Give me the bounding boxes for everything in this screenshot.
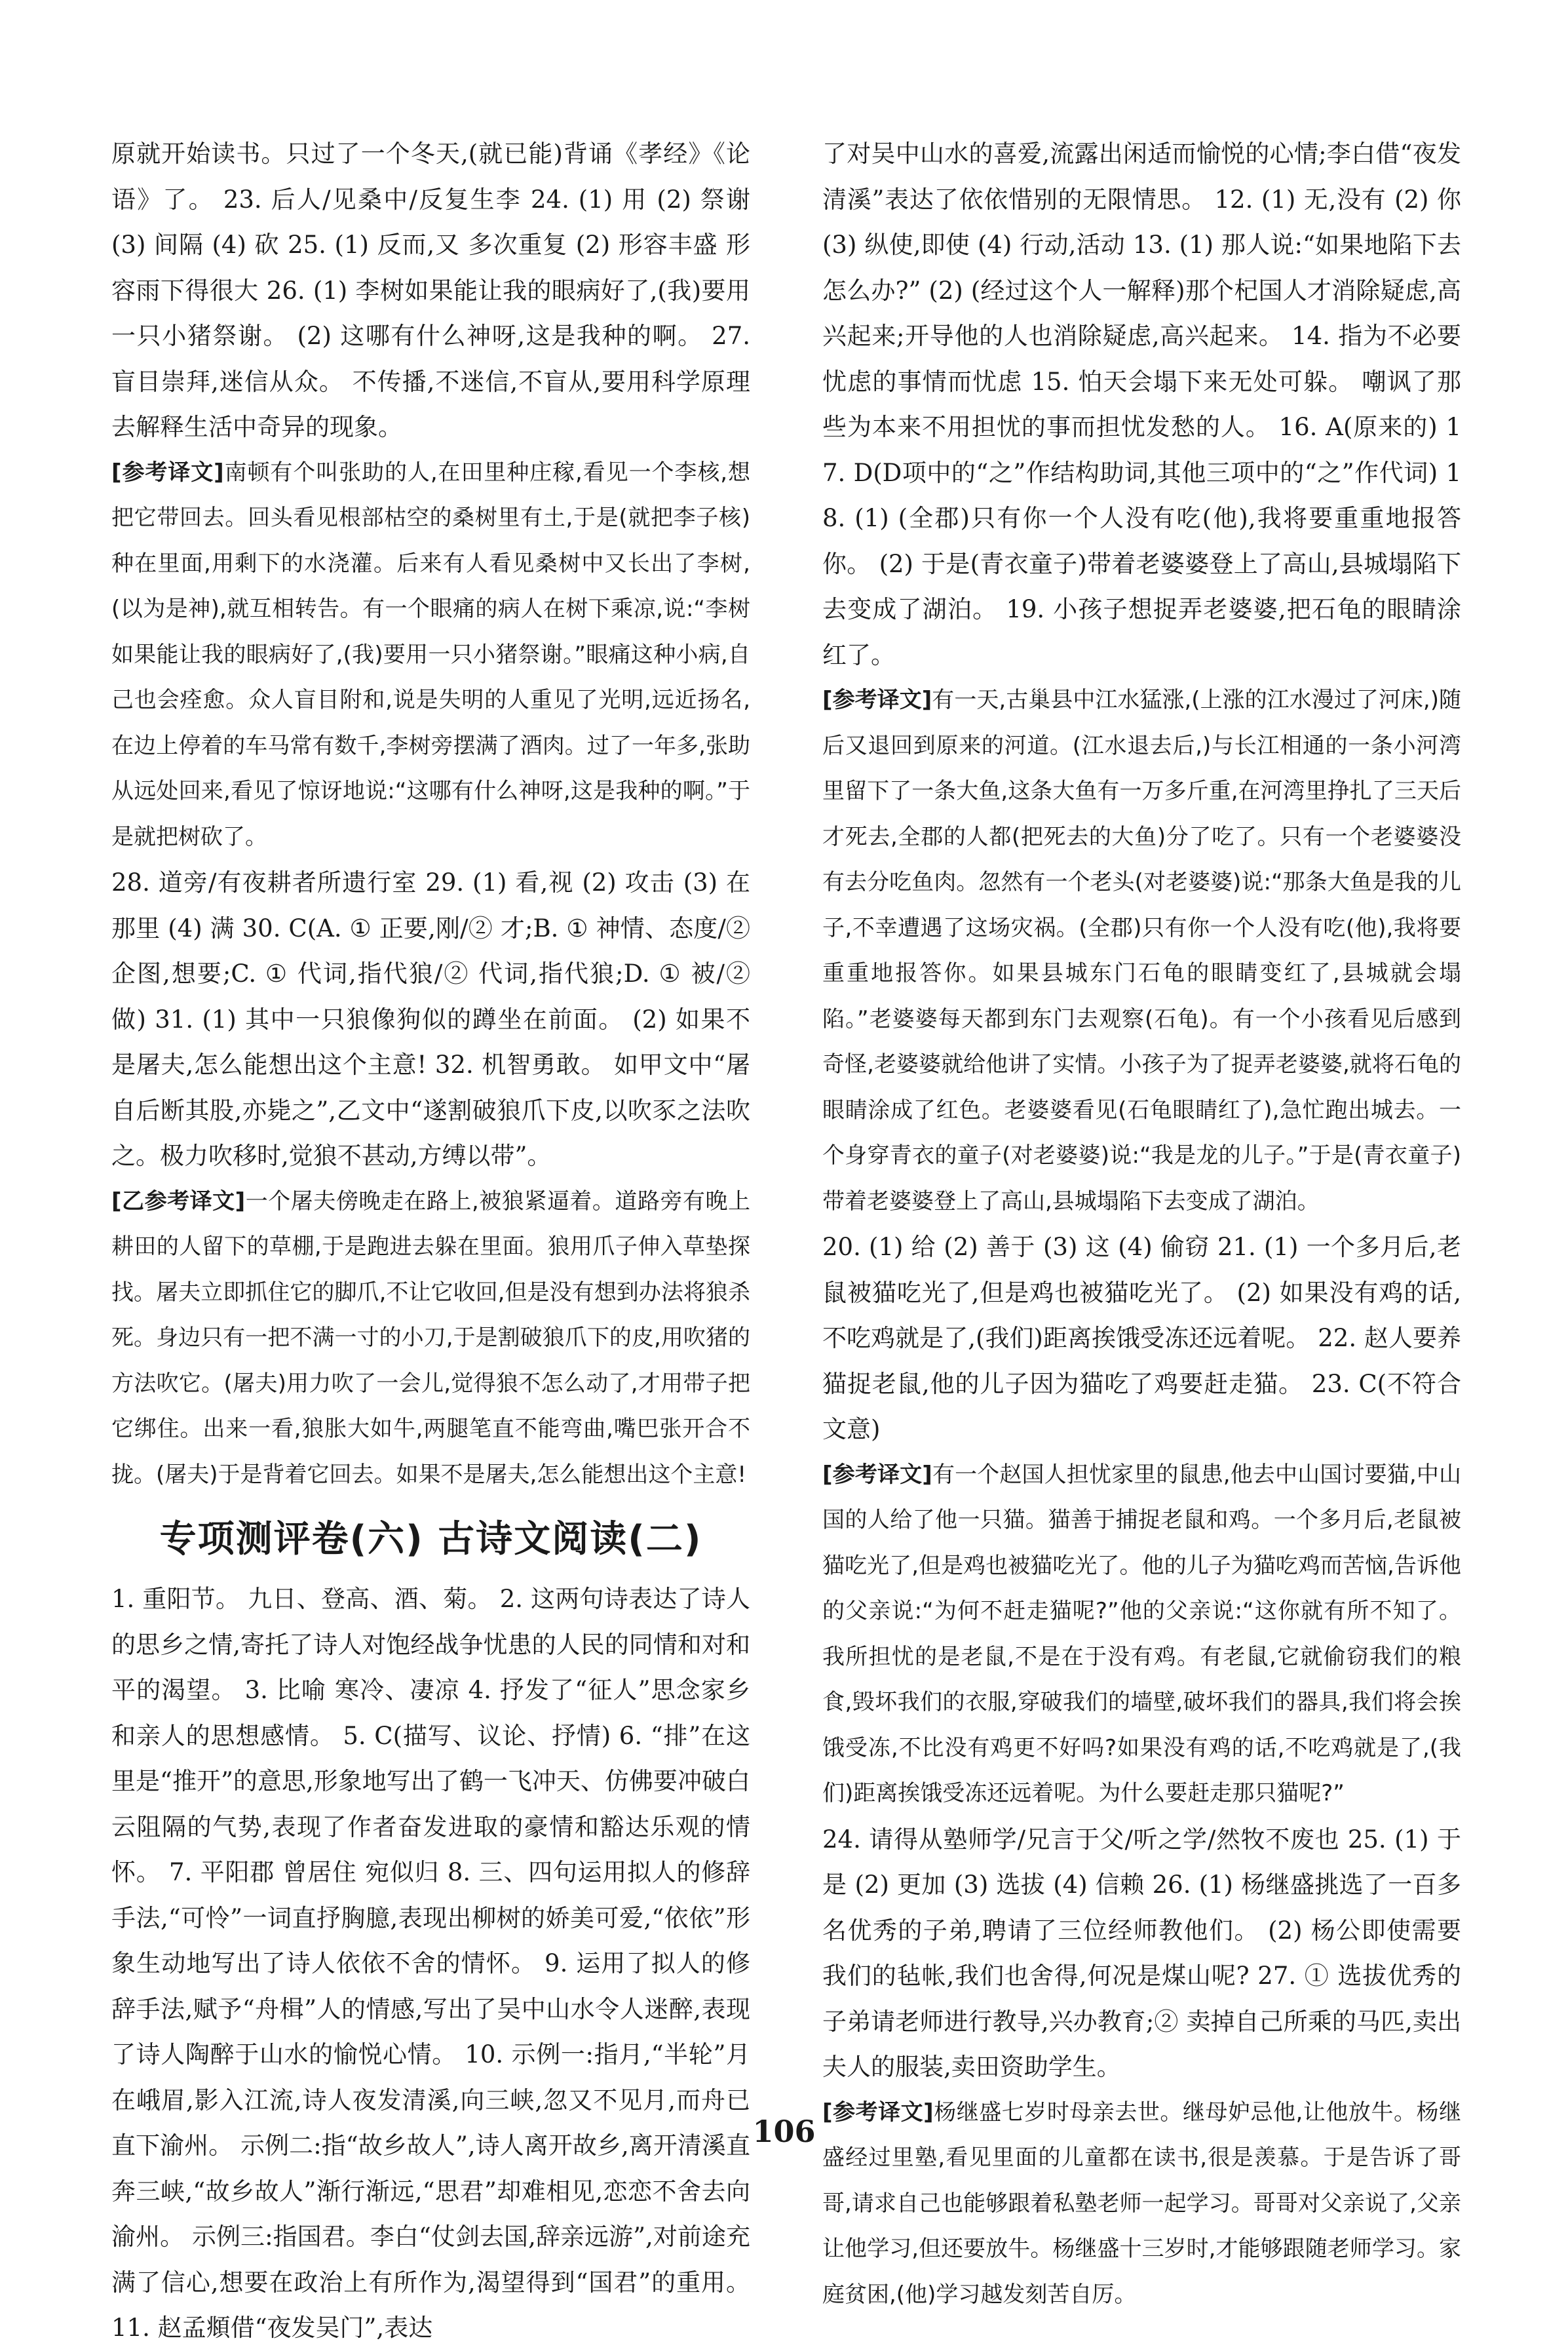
right-column: [822, 131, 1461, 2318]
section-title: 专项测评卷(六) 古诗文阅读(二): [159, 1518, 702, 1561]
answer-block: 28. 道旁/有夜耕者所遗行室 29. (1) 看,视 (2) 攻击 (3) 在那里 (4) 满 30. C(A. ① 正要,刚/② 才;B. ① 神情、态度/② 企图,想要;C. ① 代词,指代狼/② 代词,指代狼;D. ① 被/② 做) 31. (1) 其中一只狼像狗似的蹲坐在前面。 (2) 如果不是屠夫,怎么能想出这个主意! 32. 机智勇敢。 如甲文中“屠自后断其股,亦毙之”,乙文中“遂割破狼爪下皮,以吹豕之法吹之。极力吹移时,觉狼不甚动,方缚以带”。: [111, 868, 750, 1170]
translation-label: [参考译文]: [111, 459, 224, 486]
translation-text: 南顿有个叫张助的人,在田里种庄稼,看见一个李核,想把它带回去。回头看见根部枯空的桑树里有土,于是(就把李子核)种在里面,用剩下的水浇灌。后来有人看见桑树中又长出了李树,(以为是神),就互相转告。有一个眼痛的病人在树下乘凉,说:“李树如果能让我的眼病好了,(我)要用一只小猪祭谢。”眼痛这种小病,自己也会痊愈。众人盲目附和,说是失明的人重见了光明,远近扬名,在边上停着的车马常有数千,李树旁摆满了酒肉。过了一年多,张助从远处回来,看见了惊讶地说:“这哪有什么神呀,这是我种的啊。”于是就把树砍了。: [111, 459, 751, 850]
translation-label: [参考译文]: [822, 2099, 934, 2126]
translation-label: [参考译文]: [822, 1461, 932, 1488]
reference-translation: [111, 450, 750, 861]
translation-text: 一个屠夫傍晚走在路上,被狼紧逼着。道路旁有晚上耕田的人留下的草棚,于是跑进去躲在里面。狼用爪子伸入草垫探找。屠夫立即抓住它的脚爪,不让它收回,但是没有想到办法将狼杀死。身边只有一把不满一寸的小刀,于是割破狼爪下的皮,用吹猪的方法吹它。(屠夫)用力吹了一会儿,觉得狼不怎么动了,才用带子把它绑住。出来一看,狼胀大如牛,两腿笔直不能弯曲,嘴巴张开合不拢。(屠夫)于是背着它回去。如果不是屠夫,怎么能想出这个主意!: [111, 1188, 751, 1488]
translation-text: 杨继盛七岁时母亲去世。继母妒忌他,让他放牛。杨继盛经过里塾,看见里面的儿童都在读书,很是羡慕。于是告诉了哥哥,请求自己也能够跟着私塾老师一起学习。哥哥对父亲说了,父亲让他学习,但还要放牛。杨继盛十三岁时,才能够跟随老师学习。家庭贫困,(他)学习越发刻苦自厉。: [822, 2099, 1461, 2308]
reference-translation: [111, 1179, 750, 1498]
translation-label: [乙参考译文]: [111, 1188, 246, 1214]
translation-label: [参考译文]: [822, 687, 932, 713]
answer-block: 24. 请得从塾师学/兄言于父/听之学/然牧不废也 25. (1) 于是 (2) 更加 (3) 选拔 (4) 信赖 26. (1) 杨继盛挑选了一百多名优秀的子弟,聘请了三位经师教他们。 (2) 杨公即使需要我们的毡帐,我们也舍得,何况是煤山呢? 27. ① 选拔优秀的子弟请老师进行教导,兴办教育;② 卖掉自己所乘的马匹,卖出夫人的服装,卖田资助学生。: [822, 1825, 1461, 2081]
page-number: 106: [752, 2114, 816, 2149]
answer-block: 20. (1) 给 (2) 善于 (3) 这 (4) 偷窃 21. (1) 一个多月后,老鼠被猫吃光了,但是鸡也被猫吃光了。 (2) 如果没有鸡的话,不吃鸡就是了,(我们)距离挨饿受冻还远着呢。 22. 赵人要养猫捉老鼠,他的儿子因为猫吃了鸡要赶走猫。 23. C(不符合文意): [822, 1233, 1461, 1443]
answer-block: 1. 重阳节。 九日、登高、酒、菊。 2. 这两句诗表达了诗人的思乡之情,寄托了诗人对饱经战争忧患的人民的同情和对和平的渴望。 3. 比喻 寒冷、凄凉 4. 抒发了“征人”思念家乡和亲人的思想感情。 5. C(描写、议论、抒情) 6. “排”在这里是“推开”的意思,形象地写出了鹤一飞冲天、仿佛要冲破白云阻隔的气势,表现了作者奋发进取的豪情和豁达乐观的情怀。 7. 平阳郡 曾居住 宛似归 8. 三、四句运用拟人的修辞手法,“可怜”一词直抒胸臆,表现出柳树的娇美可爱,“依依”形象生动地写出了诗人依依不舍的情怀。 9. 运用了拟人的修辞手法,赋予“舟楫”人的情感,写出了吴中山水令人迷醉,表现了诗人陶醉于山水的愉悦心情。 10. 示例一:指月,“半轮”月在峨眉,影入江流,诗人夜发清溪,向三峡,忽又不见月,而舟已直下渝州。 示例二:指“故乡故人”,诗人离开故乡,离开清溪直奔三峡,“故乡故人”渐行渐远,“思君”却难相见,恋恋不舍去向渝州。 示例三:指国君。李白“仗剑去国,辞亲远游”,对前途充满了信心,想要在政治上有所作为,渴望得到“国君”的重用。 11. 赵孟頫借“夜发吴门”,表达: [111, 1585, 750, 2342]
translation-text: 有一个赵国人担忧家里的鼠患,他去中山国讨要猫,中山国的人给了他一只猫。猫善于捕捉老鼠和鸡。一个多月后,老鼠被猫吃光了,但是鸡也被猫吃光了。他的儿子为猫吃鸡而苦恼,告诉他的父亲说:“为何不赶走猫呢?”他的父亲说:“这你就有所不知了。我所担忧的是老鼠,不是在于没有鸡。有老鼠,它就偷窃我们的粮食,毁坏我们的衣服,穿破我们的墙壁,破坏我们的器具,我们将会挨饿受冻,不比没有鸡更不好吗?如果没有鸡的话,不吃鸡就是了,(我们)距离挨饿受冻还远着呢。为什么要赶走那只猫呢?”: [822, 1461, 1461, 1806]
reference-translation: [822, 1452, 1461, 1817]
reference-translation: [822, 678, 1461, 1224]
left-column: [111, 131, 750, 2351]
answer-block: 了对吴中山水的喜爱,流露出闲适而愉悦的心情;李白借“夜发清溪”表达了依依惜别的无限情思。 12. (1) 无,没有 (2) 你 (3) 纵使,即使 (4) 行动,活动 13. (1) 那人说:“如果地陷下去怎么办?” (2) (经过这个人一解释)那个杞国人才消除疑虑,高兴起来;开导他的人也消除疑虑,高兴起来。 14. 指为不必要忧虑的事情而忧虑 15. 怕天会塌下来无处可躲。 嘲讽了那些为本来不用担忧的事而担忧发愁的人。 16. A(原来的) 17. D(D项中的“之”作结构助词,其他三项中的“之”作代词) 18. (1) (全郡)只有你一个人没有吃(他),我将要重重地报答你。 (2) 于是(青衣童子)带着老婆婆登上了高山,县城塌陷下去变成了湖泊。 19. 小孩子想捉弄老婆婆,把石龟的眼睛涂红了。: [822, 140, 1461, 669]
answer-block: 原就开始读书。只过了一个冬天,(就已能)背诵《孝经》《论语》了。 23. 后人/见桑中/反复生李 24. (1) 用 (2) 祭谢 (3) 间隔 (4) 砍 25. (1) 反而,又 多次重复 (2) 形容丰盛 形容雨下得很大 26. (1) 李树如果能让我的眼病好了,(我)要用一只小猪祭谢。 (2) 这哪有什么神呀,这是我种的啊。 27. 盲目崇拜,迷信从众。 不传播,不迷信,不盲从,要用科学原理去解释生活中奇异的现象。: [111, 140, 750, 441]
translation-text: 有一天,古巢县中江水猛涨,(上涨的江水漫过了河床,)随后又退回到原来的河道。(江水退去后,)与长江相通的一条小河湾里留下了一条大鱼,这条大鱼有一万多斤重,在河湾里挣扎了三天后才死去,全郡的人都(把死去的大鱼)分了吃了。只有一个老婆婆没有去分吃鱼肉。忽然有一个老头(对老婆婆)说:“那条大鱼是我的儿子,不幸遭遇了这场灾祸。(全郡)只有你一个人没有吃(他),我将要重重地报答你。如果县城东门石龟的眼睛变红了,县城就会塌陷。”老婆婆每天都到东门去观察(石龟)。有一个小孩看见后感到奇怪,老婆婆就给他讲了实情。小孩子为了捉弄老婆婆,就将石龟的眼睛涂成了红色。老婆婆看见(石龟眼睛红了),急忙跑出城去。一个身穿青衣的童子(对老婆婆)说:“我是龙的儿子。”于是(青衣童子)带着老婆婆登上了高山,县城塌陷下去变成了湖泊。: [822, 687, 1462, 1214]
